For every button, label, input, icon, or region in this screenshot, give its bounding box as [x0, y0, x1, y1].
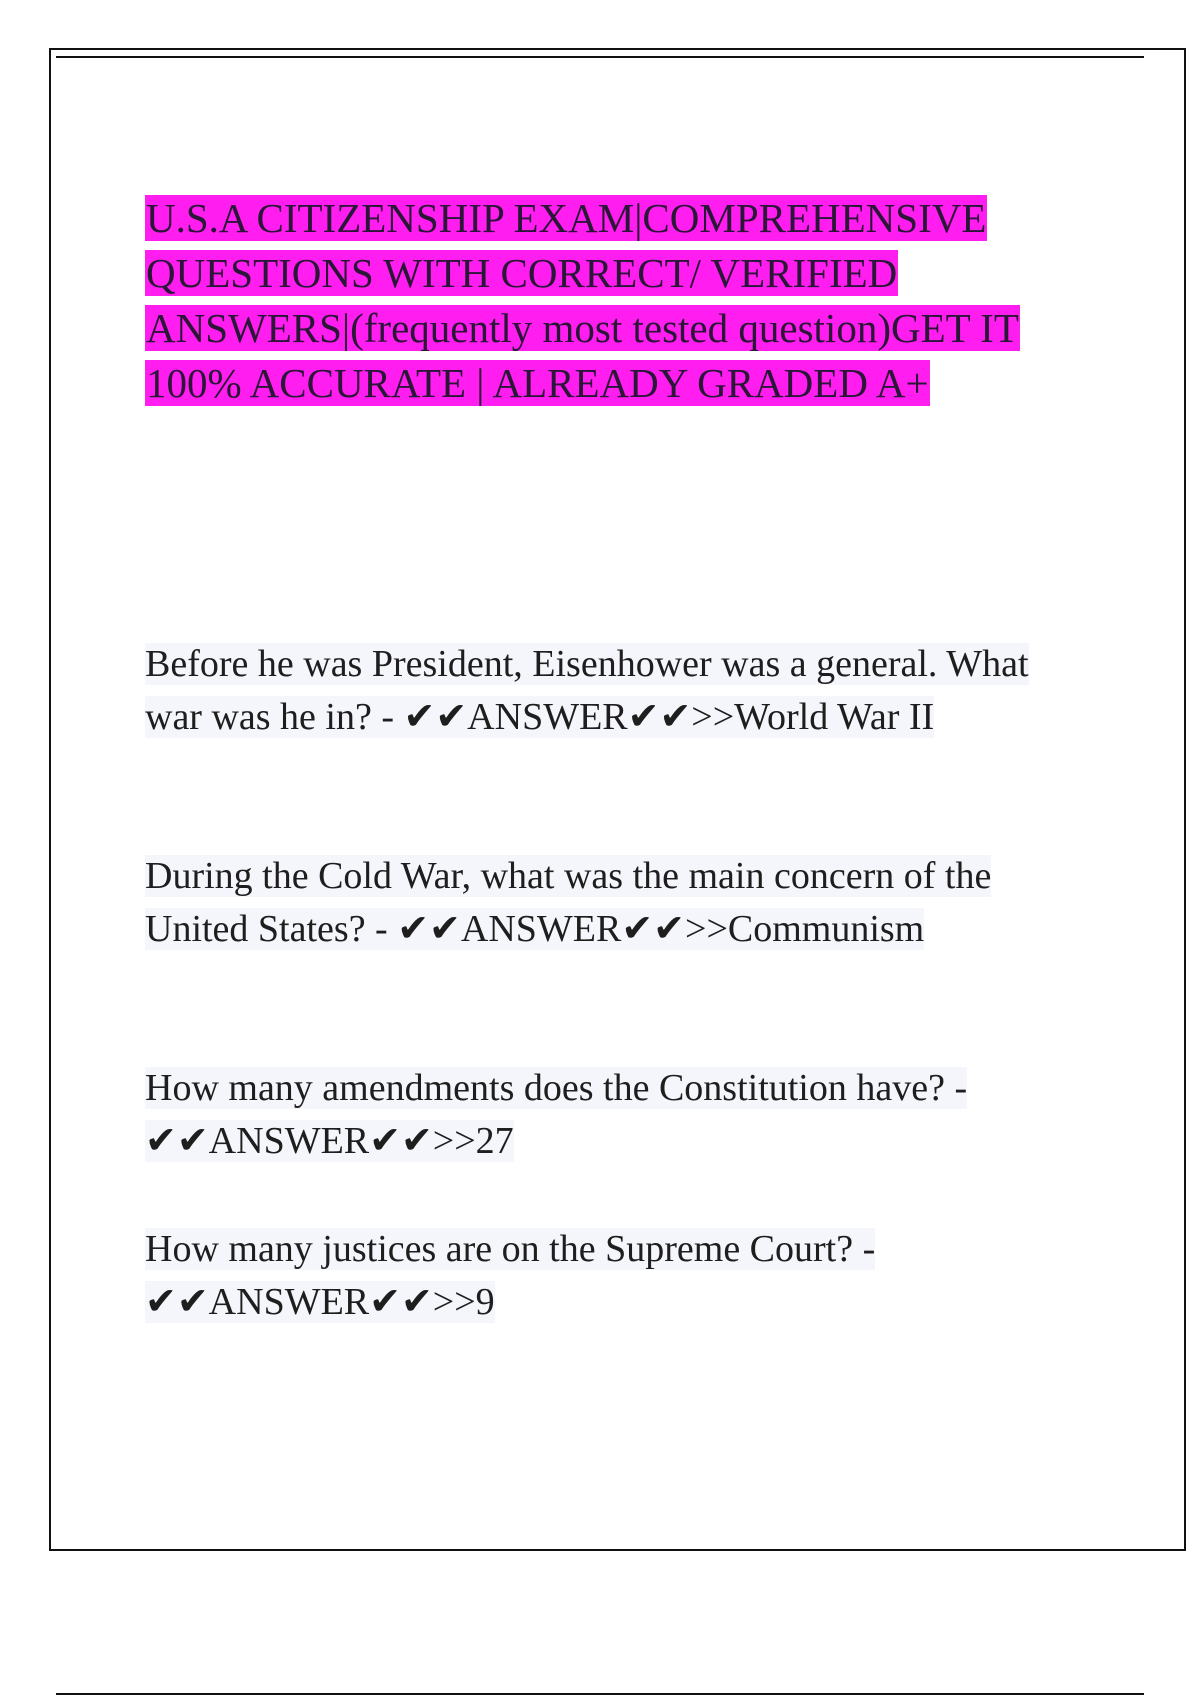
- question-answer-text: How many justices are on the Supreme Court? - ✔✔ANSWER✔✔>>9: [145, 1228, 876, 1323]
- question-answer-text: Before he was President, Eisenhower was a general. What war was he in? - ✔✔ANSWER✔✔>>World War II: [145, 643, 1029, 738]
- bottom-rule: [56, 1693, 1144, 1695]
- document-title-text: U.S.A CITIZENSHIP EXAM|COMPREHENSIVE QUESTIONS WITH CORRECT/ VERIFIED ANSWERS|(frequently most tested question)GET IT 100% ACCURATE | ALREADY GRADED A+: [146, 195, 1019, 406]
- document-title: [145, 191, 1075, 411]
- question-answer-item: [145, 638, 1085, 744]
- question-answer-item: [145, 850, 1085, 956]
- question-answer-text: How many amendments does the Constitution have? - ✔✔ANSWER✔✔>>27: [145, 1067, 968, 1162]
- question-answer-item: [145, 1062, 1085, 1168]
- question-answer-item: [145, 1223, 1085, 1329]
- top-rule: [56, 56, 1144, 58]
- question-answer-text: During the Cold War, what was the main concern of the United States? - ✔✔ANSWER✔✔>>Communism: [145, 855, 992, 950]
